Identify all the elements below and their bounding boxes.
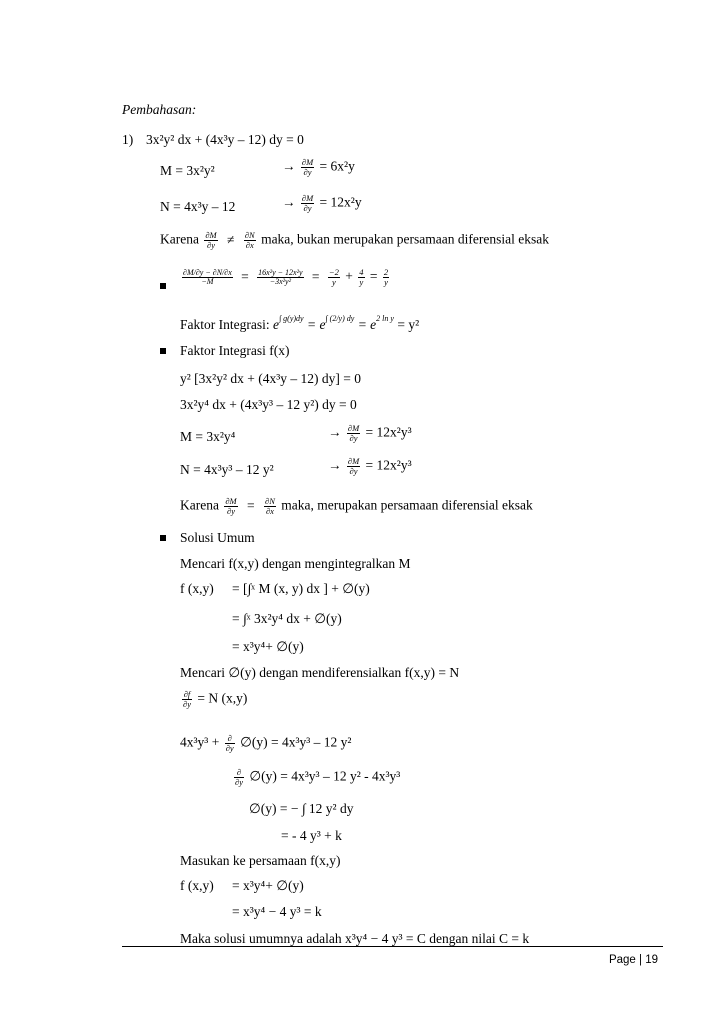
b2-line-2: 3x²y⁴ dx + (4x³y³ – 12 y²) dy = 0 — [180, 397, 357, 412]
faktor-result: = y² — [397, 317, 420, 332]
b2-dn-value: = 12x²y³ — [365, 457, 412, 473]
item-number: 1) — [122, 132, 134, 147]
karena-not-exact: Karena $\frac{\partial M}{\partial y}$ ≠ $\frac{\partial N}{\partial x}$ maka, bukan merupakan persamaan diferensial eksak — [160, 230, 549, 250]
dm-dy-line: → $\frac{\partial M}{\partial y}$ = 6x²y — [282, 157, 355, 177]
dn-dx-line: → $\frac{\partial M}{\partial y}$ = 12x²y — [282, 193, 362, 213]
integrating-factor-expression: $\frac{\partial M/\partial y - \partial N/\partial x}{-M}$ = $\frac{\text{16x²y − 12x²y}}{\text{−3x²y²}}$ = $\frac{-2}{y}$ + $\frac{4}{y}$ = $\frac{2}{y}$ — [183, 267, 389, 287]
integral-step-1: = [∫ˣ M (x, y) dx ] + ∅(y) — [232, 581, 370, 596]
derivative-step-1: 4x³y³ + $\frac{\partial}{\partial y}$ ∅(y) = 4x³y³ – 12 y² — [180, 733, 352, 753]
page-number: Page | 19 — [608, 954, 658, 966]
dm-dy-value: = 6x²y — [319, 158, 355, 174]
karena-label: Karena — [160, 231, 199, 247]
heading: Pembahasan: — [122, 102, 197, 117]
karena-exact-text: maka, merupakan persamaan diferensial eksak — [281, 497, 533, 513]
b3-line-1: Mencari f(x,y) dengan mengintegralkan M — [180, 556, 411, 571]
section-faktor-integrasi-fx: Faktor Integrasi f(x) — [180, 343, 290, 358]
bullet-3 — [160, 535, 166, 541]
b2-n-definition: N = 4x³y³ – 12 y² — [180, 462, 274, 477]
integral-step-3: = x³y⁴+ ∅(y) — [232, 639, 304, 654]
substitution-step-2: = x³y⁴ − 4 y³ = k — [232, 904, 322, 919]
substitution-step-1: = x³y⁴+ ∅(y) — [232, 878, 304, 893]
derivative-step-2: $\frac{\partial}{\partial y}$ ∅(y) = 4x³y³ – 12 y² - 4x³y³ — [235, 767, 401, 787]
karena-not-exact-text: maka, bukan merupakan persamaan diferensial eksak — [261, 231, 549, 247]
df-dy-line: $\frac{\partial f}{\partial y}$ = N (x,y) — [183, 689, 248, 709]
fraction-numerator: 16x²y − 12x²y — [258, 267, 303, 277]
fraction-denominator: −3x²y² — [269, 276, 291, 286]
karena-exact: Karena $\frac{\partial M}{\partial y}$ = $\frac{\partial N}{\partial x}$ maka, merupakan persamaan diferensial eksak — [180, 496, 533, 516]
karena-label-2: Karena — [180, 497, 219, 513]
bullet-2 — [160, 348, 166, 354]
b2-m-definition: M = 3x²y⁴ — [180, 429, 236, 444]
integral-step-2: = ∫ˣ 3x²y⁴ dx + ∅(y) — [232, 611, 342, 626]
final-solution: Maka solusi umumnya adalah x³y⁴ − 4 y³ = C dengan nilai C = k — [180, 931, 530, 946]
m-definition: M = 3x²y² — [160, 163, 215, 178]
b3-line-2: Mencari ∅(y) dengan mendiferensialkan f(x,y) = N — [180, 665, 460, 680]
fxy-label-1: f (x,y) — [180, 581, 214, 596]
derivative-step-1-pre: 4x³y³ + — [180, 734, 220, 750]
phi-result: = - 4 y³ + k — [281, 828, 342, 843]
b2-dm-line: → $\frac{\partial M}{\partial y}$ = 12x²y³ — [328, 423, 412, 443]
b2-dm-value: = 12x²y³ — [365, 424, 412, 440]
faktor-integrasi-line: Faktor Integrasi: $e^{\int g(y)dy} = e^{\int (2/y) dy} = e^{2 ln y} = y^2$ — [180, 314, 420, 332]
b2-dn-line: → $\frac{\partial M}{\partial y}$ = 12x²y³ — [328, 456, 412, 476]
fxy-label-2: f (x,y) — [180, 878, 214, 893]
b2-line-1: y² [3x²y² dx + (4x³y – 12) dy] = 0 — [180, 371, 362, 386]
b3-line-3: Masukan ke persamaan f(x,y) — [180, 853, 341, 868]
main-equation: 3x²y² dx + (4x³y – 12) dy = 0 — [146, 132, 304, 147]
bullet-1 — [160, 283, 166, 289]
dn-dx-value: = 12x²y — [319, 194, 362, 210]
df-dy-value: = N (x,y) — [197, 690, 248, 706]
n-definition: N = 4x³y – 12 — [160, 199, 236, 214]
faktor-integrasi-label: Faktor Integrasi: — [180, 317, 270, 332]
phi-integral: ∅(y) = − ∫ 12 y² dy — [249, 801, 354, 816]
derivative-step-1-post: ∅(y) = 4x³y³ – 12 y² — [240, 734, 352, 750]
derivative-step-2-post: ∅(y) = 4x³y³ – 12 y² - 4x³y³ — [249, 768, 401, 784]
section-solusi-umum: Solusi Umum — [180, 530, 255, 545]
footer-rule — [122, 946, 663, 947]
